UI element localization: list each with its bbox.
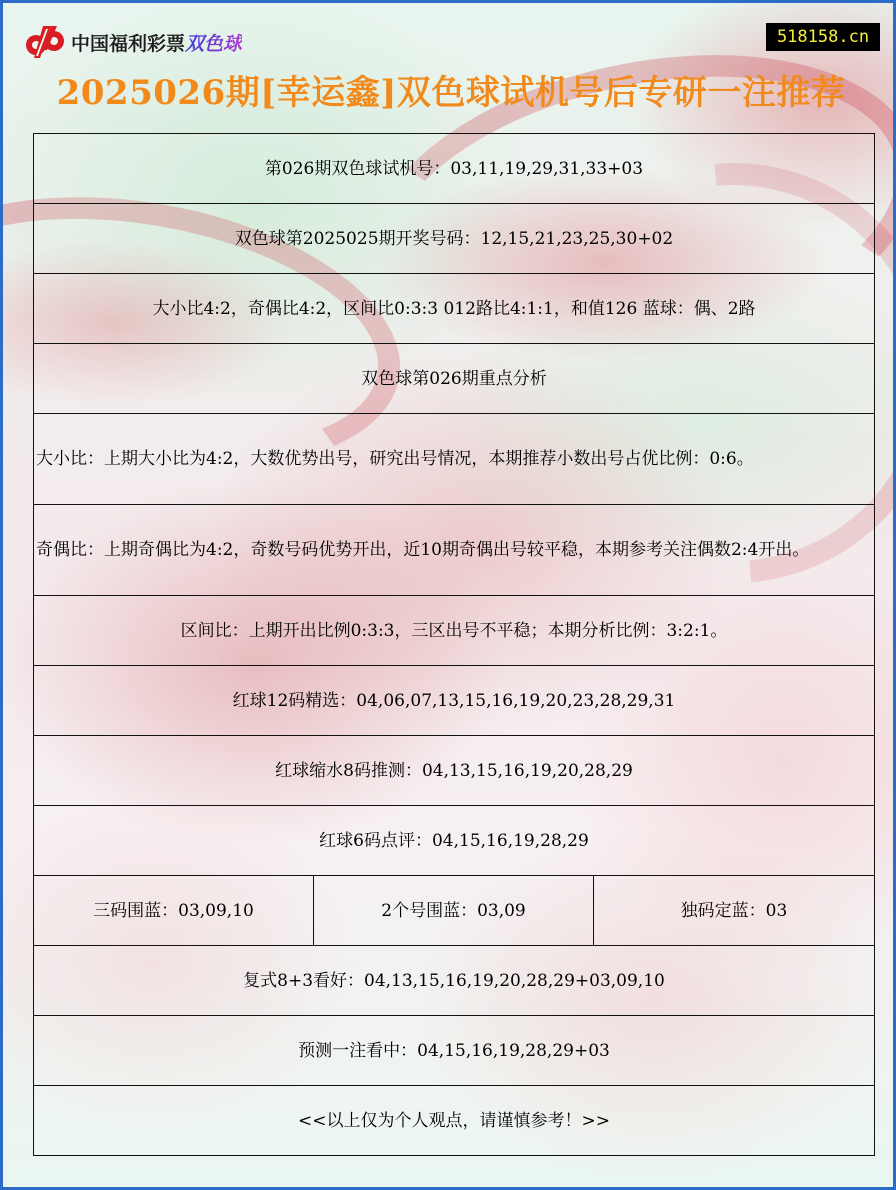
site-badge[interactable]: 518158.cn — [766, 23, 880, 51]
test-number-cell: 第026期双色球试机号：03,11,19,29,31,33+03 — [34, 134, 875, 204]
table-row — [34, 876, 875, 946]
analysis-heading-cell: 双色球第026期重点分析 — [34, 344, 875, 414]
table-row — [34, 596, 875, 666]
logo-text: 中国福利彩票 — [71, 32, 186, 55]
blue-single-pick-cell: 独码定蓝：03 — [594, 876, 875, 946]
prediction-table — [33, 133, 875, 1156]
odd-even-analysis-cell: 奇偶比：上期奇偶比为4:2，奇数号码优势开出，近10期奇偶出号较平稳，本期参考关注偶数2:4开出。 — [34, 505, 875, 596]
table-row — [34, 806, 875, 876]
table-row — [34, 946, 875, 1016]
blue-2-picks-cell: 2个号围蓝：03,09 — [314, 876, 594, 946]
table-row — [34, 204, 875, 274]
red-8-picks-cell: 红球缩水8码推测：04,13,15,16,19,20,28,29 — [34, 736, 875, 806]
lottery-logo — [23, 24, 242, 60]
last-draw-stats-cell: 大小比4:2，奇偶比4:2，区间比0:3:3 012路比4:1:1，和值126 蓝球：偶、2路 — [34, 274, 875, 344]
table-row — [34, 134, 875, 204]
disclaimer-cell: <<以上仅为个人观点，请谨慎参考！>> — [34, 1086, 875, 1156]
table-row — [34, 414, 875, 505]
table-row — [34, 736, 875, 806]
table-row — [34, 344, 875, 414]
last-draw-cell: 双色球第2025025期开奖号码：12,15,21,23,25,30+02 — [34, 204, 875, 274]
table-row — [34, 505, 875, 596]
zone-ratio-analysis-cell: 区间比：上期开出比例0:3:3，三区出号不平稳；本期分析比例：3:2:1。 — [34, 596, 875, 666]
compound-pick-cell: 复式8+3看好：04,13,15,16,19,20,28,29+03,09,10 — [34, 946, 875, 1016]
table-row — [34, 666, 875, 736]
red-12-picks-cell: 红球12码精选：04,06,07,13,15,16,19,20,23,28,29,31 — [34, 666, 875, 736]
page-title: 2025026期[幸运鑫]双色球试机号后专研一注推荐 — [56, 73, 846, 113]
size-ratio-analysis-cell: 大小比：上期大小比为4:2，大数优势出号，研究出号情况，本期推荐小数出号占优比例：0:6。 — [34, 414, 875, 505]
blue-3-picks-cell: 三码围蓝：03,09,10 — [34, 876, 314, 946]
table-row — [34, 1086, 875, 1156]
red-6-picks-cell: 红球6码点评：04,15,16,19,28,29 — [34, 806, 875, 876]
table-row — [34, 1016, 875, 1086]
table-row — [34, 274, 875, 344]
logo-brand: 双色球 — [185, 29, 242, 56]
single-ticket-pick-cell: 预测一注看中：04,15,16,19,28,29+03 — [34, 1016, 875, 1086]
cwl-logo-icon — [23, 24, 67, 60]
